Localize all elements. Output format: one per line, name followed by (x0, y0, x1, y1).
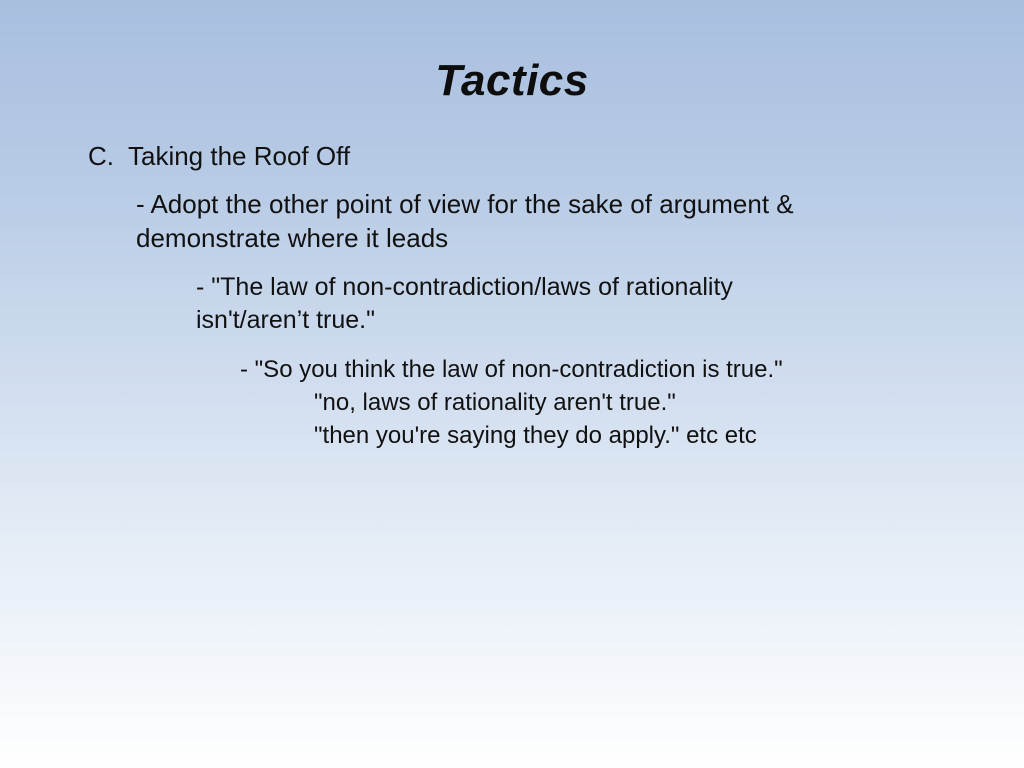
bullet-level3-line2: isn't/aren’t true." (196, 306, 376, 335)
bullet-level3 (196, 271, 956, 337)
bullet-level2-line1: - Adopt the other point of view for the sake of argument & (136, 188, 794, 219)
page-title: Tactics (435, 56, 589, 105)
bullet-level3-line1: - "The law of non-contradiction/laws of rationality (196, 273, 733, 302)
bullet-level4-line2: "no, laws of rationality aren't true." (314, 389, 676, 417)
bullet-level1: C. Taking the Roof Off (88, 141, 351, 171)
slide-body (88, 140, 988, 452)
bullet-level2-line2: demonstrate where it leads (136, 222, 449, 253)
bullet-level2 (136, 187, 966, 256)
bullet-level4-line1: - "So you think the law of non-contradiction is true." (240, 356, 783, 384)
bullet-level4 (240, 353, 988, 452)
bullet-level4-line3: "then you're saying they do apply." etc etc (314, 422, 757, 450)
